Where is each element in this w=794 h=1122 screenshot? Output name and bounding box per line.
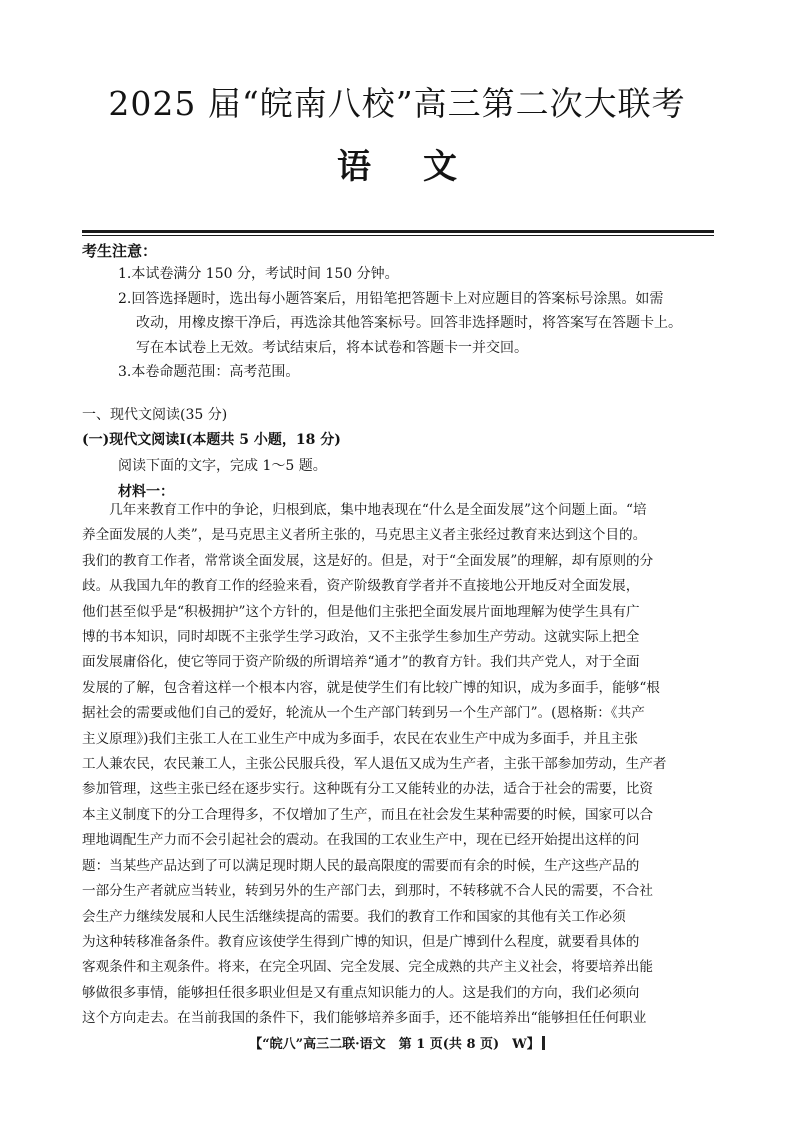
- notice-item-3: 3.本卷命题范围：高考范围。: [118, 364, 300, 380]
- passage-line: 客观条件和主观条件。将来，在完全巩固、完全发展、完全成熟的共产主义社会，将要培养出能: [82, 959, 653, 976]
- passage-line: 参加管理，这些主张已经在逐步实行。这种既有分工又能转业的办法，适合于社会的需要，比资: [82, 781, 653, 798]
- passage-line: 他们甚至似乎是“积极拥护”这个方针的，但是他们主张把全面发展片面地理解为使学生具有广: [82, 603, 640, 620]
- header-divider-thick: [82, 230, 714, 233]
- exam-title: 2025 届“皖南八校”高三第二次大联考: [108, 84, 686, 123]
- passage-line: 工人兼农民，农民兼工人，主张公民服兵役，军人退伍又成为生产者，主张干部参加劳动，生产者: [82, 756, 667, 773]
- passage-line: 理地调配生产力而不会引起社会的震动。在我国的工农业生产中，现在已经开始提出这样的问: [82, 832, 640, 849]
- notice-item-2-continued: 写在本试卷上无效。考试结束后，将本试卷和答题卡一并交回。: [136, 339, 528, 356]
- passage-line: 为这种转移准备条件。教育应该使学生得到广博的知识，但是广博到什么程度，就要看具体的: [82, 933, 640, 950]
- header-divider-thin: [82, 235, 714, 236]
- passage-line: 歧。从我国九年的教育工作的经验来看，资产阶级教育学者并不直接地公开地反对全面发展，: [82, 578, 640, 595]
- passage-line: 我们的教育工作者，常常谈全面发展，这是好的。但是，对于“全面发展”的理解，却有原则的分: [82, 552, 654, 569]
- passage-line: 据社会的需要或他们自己的爱好，轮流从一个生产部门转到另一个生产部门”。(恩格斯：《共产: [82, 705, 645, 722]
- notice-item-2-continued: 改动，用橡皮擦干净后，再选涂其他答案标号。回答非选择题时，将答案写在答题卡上。: [136, 315, 682, 331]
- notice-list: [118, 262, 716, 385]
- subject-title: 语文: [337, 147, 509, 187]
- footer-text: 【“皖八”高三二联·语文 第 1 页(共 8 页) W】: [249, 1037, 540, 1052]
- passage-line: 会生产力继续发展和人民生活继续提高的需要。我们的教育工作和国家的其他有关工作必须: [82, 908, 626, 925]
- subsection-heading: (一)现代文阅读Ⅰ(本题共 5 小题，18 分): [82, 432, 341, 448]
- passage-line: 发展的了解，包含着这样一个根本内容，就是使学生们有比较广博的知识，成为多面手，能够“根: [82, 679, 660, 696]
- passage-line: 本主义制度下的分工合理得多，不仅增加了生产，而且在社会发生某种需要的时候，国家可以合: [82, 806, 653, 823]
- passage-line: 够做很多事情，能够担任很多职业但是又有重点知识能力的人。这是我们的方向，我们必须向: [82, 984, 640, 1001]
- passage-line: 博的书本知识，同时却既不主张学生学习政治，又不主张学生参加生产劳动。这就实际上把全: [82, 629, 640, 646]
- passage-line: 养全面发展的人类”，是马克思主义者所主张的，马克思主义者主张经过教育来达到这个目的。: [82, 527, 647, 544]
- passage-line: 几年来教育工作中的争论，归根到底，集中地表现在“什么是全面发展”这个问题上面。“培: [82, 502, 647, 518]
- page-footer: [0, 1036, 794, 1054]
- passage-line: 面发展庸俗化，使它等同于资产阶级的所谓培养“通才”的教育方针。我们共产党人，对于全面: [82, 654, 640, 671]
- passage-line: 这个方向走去。在当前我国的条件下，我们能够培养多面手，还不能培养出“能够担任任何职业: [82, 1010, 647, 1027]
- material-label: 材料一：: [118, 484, 174, 500]
- passage-line: 题：当某些产品达到了可以满足现时期人民的最高限度的需要而有余的时候，生产这些产品的: [82, 857, 640, 874]
- reading-instruction: 阅读下面的文字，完成 1～5 题。: [118, 458, 327, 474]
- reading-passage: [82, 498, 716, 1032]
- notice-heading: 考生注意：: [82, 242, 158, 260]
- notice-item-1: 1.本试卷满分 150 分，考试时间 150 分钟。: [118, 266, 399, 282]
- section-heading: 一、现代文阅读(35 分): [82, 407, 228, 423]
- passage-line: 主义原理》)我们主张工人在工业生产中成为多面手，农民在农业生产中成为多面手，并且主张: [82, 730, 638, 747]
- scan-mark: [542, 1036, 545, 1050]
- notice-item-2: 2.回答选择题时，选出每小题答案后，用铅笔把答题卡上对应题目的答案标号涂黑。如需: [118, 290, 664, 307]
- passage-line: 一部分生产者就应当转业，转到另外的生产部门去，到那时，不转移就不合人民的需要，不合社: [82, 883, 653, 900]
